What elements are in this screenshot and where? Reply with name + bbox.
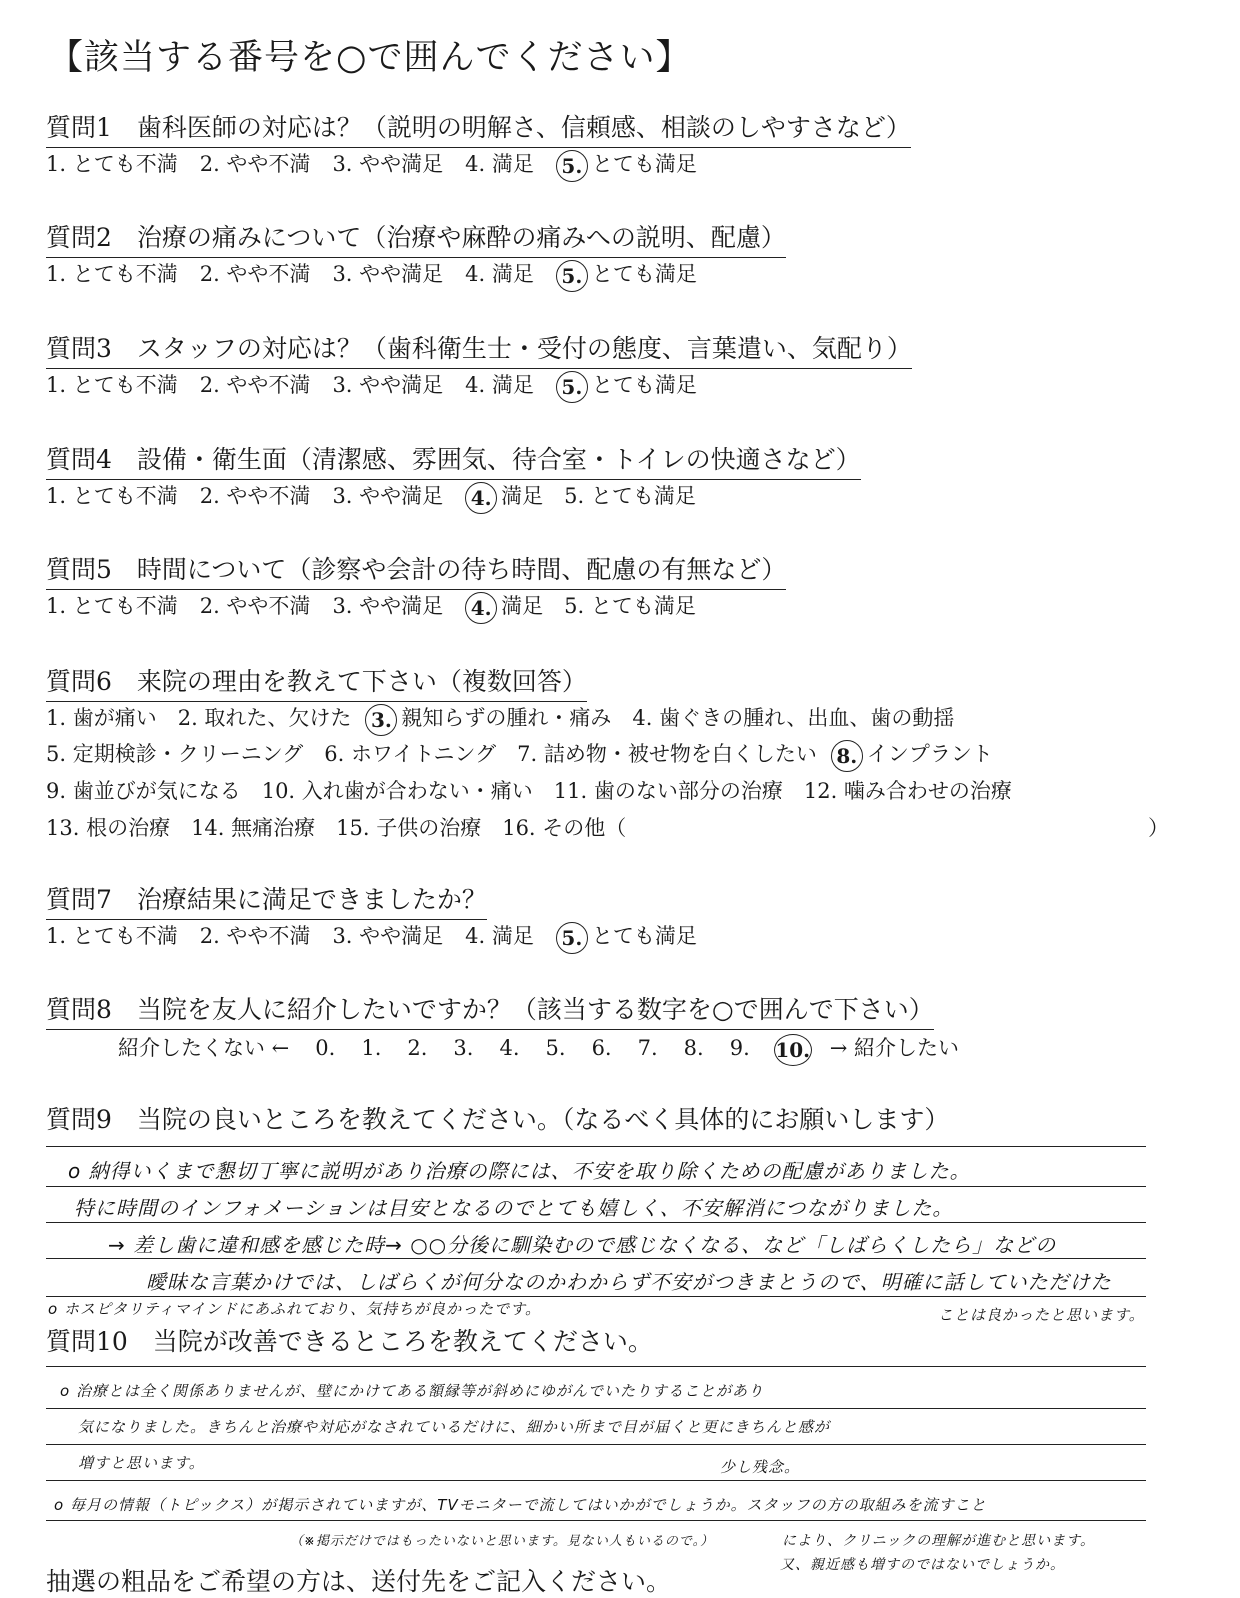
q6-option-8-label[interactable]: インプラント — [866, 742, 993, 766]
q8-scale-8[interactable]: 8. — [683, 1036, 704, 1060]
writing-rule — [46, 1258, 1146, 1259]
form-title: 【該当する番号を○で囲んでください】 — [48, 38, 692, 78]
q4-option-tail: 満足 5. とても満足 — [501, 484, 696, 508]
q8-scale-9[interactable]: 9. — [729, 1036, 750, 1060]
q6-options-1-2[interactable]: 1. 歯が痛い 2. 取れた、欠けた — [46, 706, 352, 730]
question-9-header: 質問9 当院の良いところを教えてください。（なるべく具体的にお願いします） — [46, 1105, 950, 1134]
question-2-options — [46, 258, 719, 292]
q10-answer-line-3[interactable]: 増すと思います。 — [78, 1454, 205, 1472]
q7-selected-option[interactable]: 5. — [556, 922, 588, 954]
q5-selected-option[interactable]: 4. — [465, 592, 497, 624]
q2-option-2[interactable]: 2. やや不満 — [199, 262, 311, 286]
footer-note: 抽選の粗品をご希望の方は、送付先をご記入ください。 — [46, 1567, 672, 1596]
q1-option-1[interactable]: 1. とても不満 — [46, 152, 178, 176]
q6-line-2 — [46, 738, 1015, 772]
question-3-options — [46, 369, 719, 403]
q7-option-5-label: とても満足 — [591, 924, 697, 948]
q6-line-1 — [46, 702, 976, 736]
question-2-header: 質問2 治療の痛みについて（治療や麻酔の痛みへの説明、配慮） — [46, 218, 786, 258]
writing-rule — [46, 1146, 1146, 1147]
q3-option-5-label: とても満足 — [591, 373, 697, 397]
q8-scale-2[interactable]: 2. — [407, 1036, 428, 1060]
q1-option-2[interactable]: 2. やや不満 — [199, 152, 311, 176]
writing-rule — [46, 1444, 1146, 1445]
q10-answer-line-2[interactable]: 気になりました。きちんと治療や対応がなされているだけに、細かい所まで目が届くと更にきちんと感が — [78, 1418, 831, 1436]
q6-options-5-7[interactable]: 5. 定期検診・クリーニング 6. ホワイトニング 7. 詰め物・被せ物を白くしたい — [46, 742, 817, 766]
q8-right-label: → 紹介したい — [829, 1036, 960, 1060]
q3-selected-option[interactable]: 5. — [556, 371, 588, 403]
q6-selected-option-3[interactable]: 3. — [365, 704, 397, 736]
q6-options-3-4[interactable]: 親知らずの腫れ・痛み 4. 歯ぐきの腫れ、出血、歯の動揺 — [401, 706, 955, 730]
q2-option-5-label: とても満足 — [591, 262, 697, 286]
q8-scale-0[interactable]: 0. — [315, 1036, 336, 1060]
question-3 — [46, 329, 912, 369]
q5-option-1[interactable]: 1. とても不満 — [46, 594, 178, 618]
q10-answer-note[interactable]: 少し残念。 — [720, 1458, 801, 1476]
q1-selected-option[interactable]: 5. — [556, 150, 588, 182]
question-7-options — [46, 920, 719, 954]
question-5 — [46, 550, 786, 590]
question-6 — [46, 662, 587, 702]
question-4 — [46, 440, 861, 480]
q1-option-3[interactable]: 3. やや満足 — [332, 152, 444, 176]
q3-option-2[interactable]: 2. やや不満 — [199, 373, 311, 397]
q6-other-close-paren: ） — [1148, 816, 1169, 840]
question-5-options — [46, 590, 718, 624]
writing-rule — [46, 1366, 1146, 1367]
q9-answer-line-6[interactable]: ことは良かったと思います。 — [938, 1306, 1145, 1324]
q2-option-4[interactable]: 4. 満足 — [465, 262, 534, 286]
q7-option-1[interactable]: 1. とても不満 — [46, 924, 178, 948]
q4-option-3[interactable]: 3. やや満足 — [332, 484, 444, 508]
question-7-header: 質問7 治療結果に満足できましたか？ — [46, 880, 487, 920]
q4-option-2[interactable]: 2. やや不満 — [199, 484, 311, 508]
q8-scale-5[interactable]: 5. — [545, 1036, 566, 1060]
q7-option-2[interactable]: 2. やや不満 — [199, 924, 311, 948]
question-8 — [46, 990, 934, 1030]
q2-option-3[interactable]: 3. やや満足 — [332, 262, 444, 286]
q3-option-1[interactable]: 1. とても不満 — [46, 373, 178, 397]
q10-answer-line-7[interactable]: 又、親近感も増すのではないでしょうか。 — [780, 1557, 1065, 1573]
q10-answer-line-6[interactable]: により、クリニックの理解が進むと思います。 — [782, 1533, 1096, 1549]
q2-selected-option[interactable]: 5. — [556, 260, 588, 292]
writing-rule — [46, 1520, 1146, 1521]
q5-option-2[interactable]: 2. やや不満 — [199, 594, 311, 618]
q4-selected-option[interactable]: 4. — [465, 482, 497, 514]
question-10-header: 質問10 当院が改善できるところを教えてください。 — [46, 1327, 653, 1356]
q3-option-3[interactable]: 3. やや満足 — [332, 373, 444, 397]
q8-left-label: 紹介したくない ← — [118, 1036, 290, 1060]
q2-option-1[interactable]: 1. とても不満 — [46, 262, 178, 286]
q6-selected-option-8[interactable]: 8. — [831, 740, 863, 772]
q8-scale-6[interactable]: 6. — [591, 1036, 612, 1060]
writing-rule — [46, 1186, 1146, 1187]
q1-option-5-label: とても満足 — [591, 152, 697, 176]
question-5-header: 質問5 時間について（診察や会計の待ち時間、配慮の有無など） — [46, 550, 786, 590]
writing-rule — [46, 1222, 1146, 1223]
question-8-header: 質問8 当院を友人に紹介したいですか？（該当する数字を○で囲んで下さい） — [46, 990, 934, 1030]
q8-scale — [118, 1032, 981, 1066]
q4-option-1[interactable]: 1. とても不満 — [46, 484, 178, 508]
question-1-options — [46, 148, 719, 182]
writing-rule — [46, 1296, 1146, 1297]
q7-option-3[interactable]: 3. やや満足 — [332, 924, 444, 948]
question-6-header: 質問6 来院の理由を教えて下さい（複数回答） — [46, 662, 587, 702]
q9-answer-line-4[interactable]: 曖昧な言葉かけでは、しばらくが何分なのかわからず不安がつきまとうので、明確に話していただけた — [146, 1270, 1112, 1294]
q8-selected-option[interactable]: 10. — [774, 1034, 812, 1066]
q7-option-4[interactable]: 4. 満足 — [465, 924, 534, 948]
question-1 — [46, 108, 911, 148]
q10-answer-line-5[interactable]: （※掲示だけではもったいないと思います。見ない人もいるので。） — [290, 1534, 715, 1549]
q9-answer-line-5[interactable]: o ホスピタリティマインドにあふれており、気持ちが良かったです。 — [48, 1300, 541, 1318]
q5-option-tail: 満足 5. とても満足 — [501, 594, 696, 618]
q9-answer-line-3[interactable]: → 差し歯に違和感を感じた時→ ○○分後に馴染むので感じなくなる、など「しばらくしたら」などの — [108, 1233, 1057, 1257]
q8-scale-4[interactable]: 4. — [499, 1036, 520, 1060]
q5-option-3[interactable]: 3. やや満足 — [332, 594, 444, 618]
q9-answer-line-1[interactable]: o 納得いくまで懇切丁寧に説明があり治療の際には、不安を取り除くための配慮がありました。 — [68, 1159, 971, 1183]
writing-rule — [46, 1480, 1146, 1481]
question-3-header: 質問3 スタッフの対応は？（歯科衛生士・受付の態度、言葉遣い、気配り） — [46, 329, 912, 369]
q6-line-4[interactable]: 13. 根の治療 14. 無痛治療 15. 子供の治療 16. その他（ — [46, 816, 627, 840]
question-4-options — [46, 480, 718, 514]
q8-scale-7[interactable]: 7. — [637, 1036, 658, 1060]
question-4-header: 質問4 設備・衛生面（清潔感、雰囲気、待合室・トイレの快適さなど） — [46, 440, 861, 480]
q10-answer-line-4[interactable]: o 毎月の情報（トピックス）が掲示されていますが、TVモニターで流してはいかがでしょうか。スタッフの方の取組みを流すこと — [54, 1496, 987, 1514]
q8-scale-1[interactable]: 1. — [361, 1036, 382, 1060]
q1-option-4[interactable]: 4. 満足 — [465, 152, 534, 176]
q3-option-4[interactable]: 4. 満足 — [465, 373, 534, 397]
q10-answer-line-1[interactable]: o 治療とは全く関係ありませんが、壁にかけてある額縁等が斜めにゆがんでいたりすることがあり — [60, 1382, 764, 1400]
q8-scale-3[interactable]: 3. — [453, 1036, 474, 1060]
question-2 — [46, 218, 786, 258]
question-7 — [46, 880, 487, 920]
question-1-header: 質問1 歯科医師の対応は？（説明の明解さ、信頼感、相談のしやすさなど） — [46, 108, 911, 148]
q9-answer-line-2[interactable]: 特に時間のインフォメーションは目安となるのでとても嬉しく、不安解消につながりました。 — [74, 1196, 954, 1220]
q6-line-3[interactable]: 9. 歯並びが気になる 10. 入れ歯が合わない・痛い 11. 歯のない部分の治療 12. 噛み合わせの治療 — [46, 779, 1012, 803]
writing-rule — [46, 1408, 1146, 1409]
